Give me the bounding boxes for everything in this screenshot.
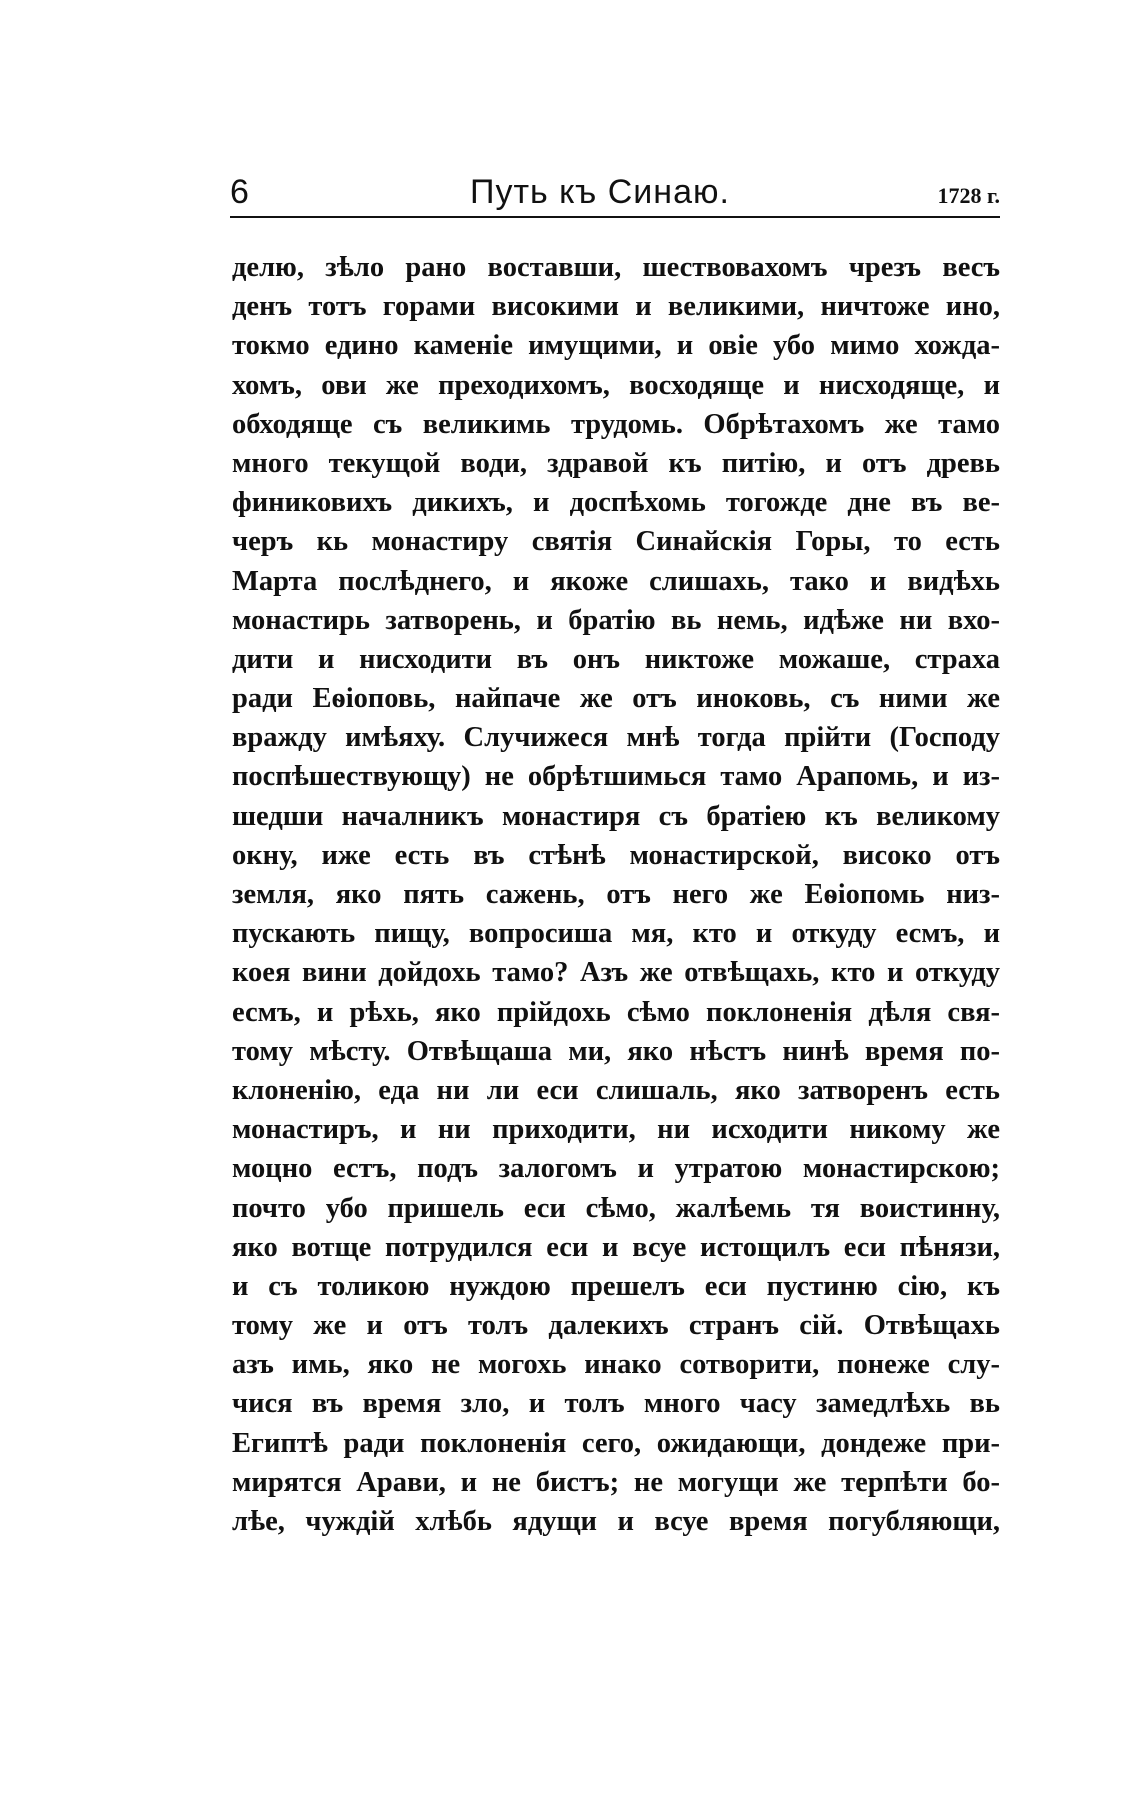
text-line: вражду имѣяху. Случижеся мнѣ тогда прійти (Господу: [232, 722, 1000, 754]
text-line: мирятся Арави, и не бистъ; не могущи же терпѣти бо-: [232, 1466, 1000, 1498]
text-line: азъ имь, яко не могохь инако сотворити, понеже слу-: [232, 1349, 1000, 1381]
text-line: тому мѣсту. Отвѣщаша ми, яко нѣстъ нинѣ время по-: [232, 1035, 1000, 1067]
text-line: коея вини дойдохь тамо? Азъ же отвѣщахь, кто и откуду: [232, 957, 1000, 989]
text-line: много текущой води, здравой къ питію, и отъ древь: [232, 447, 1000, 479]
page-header: [230, 170, 1000, 214]
text-line: Марта послѣднего, и якоже слишахь, тако и видѣхь: [232, 565, 1000, 597]
page-number: 6: [230, 173, 249, 211]
text-line: пускають пищу, вопросиша мя, кто и откуду есмъ, и: [232, 918, 1000, 950]
text-line: монастиръ, и ни приходити, ни исходити никому же: [232, 1114, 1000, 1146]
text-line: лѣе, чуждій хлѣбь ядущи и всуе время погубляющи,: [232, 1506, 1000, 1537]
text-line: моцно естъ, подъ залогомъ и утратою монастирскою;: [232, 1153, 1000, 1185]
text-line: делю, зѣло рано воставши, шествовахомъ чрезъ весъ: [232, 252, 1000, 283]
text-line: ради Еѳіоповь, найпаче же отъ иноковь, съ ними же: [232, 683, 1000, 715]
text-line: обходяще съ великимь трудомь. Обрѣтахомъ же тамо: [232, 408, 1000, 440]
text-line: почто убо пришель еси сѣмо, жалѣемь тя воистинну,: [232, 1192, 1000, 1224]
text-line: тому же и отъ толъ далекихъ странъ сій. Отвѣщахь: [232, 1310, 1000, 1342]
text-line: финиковихъ дикихъ, и доспѣхомь тогожде дне въ ве-: [232, 487, 1000, 519]
text-line: клоненію, еда ни ли еси слишаль, яко затворенъ есть: [232, 1074, 1000, 1106]
text-line: поспѣшествующу) не обрѣтшимься тамо Арапомь, и из-: [232, 761, 1000, 793]
text-line: есмъ, и рѣхь, яко прійдохь сѣмо поклоненія дѣля свя-: [232, 996, 1000, 1028]
text-line: яко вотще потрудился еси и всуе истощилъ еси пѣнязи,: [232, 1231, 1000, 1263]
text-line: хомъ, ови же преходихомъ, восходяще и нисходяще, и: [232, 369, 1000, 401]
text-line: денъ тотъ горами високими и великими, ничтоже ино,: [232, 291, 1000, 323]
text-line: чися въ время зло, и толъ много часу замедлѣхь вь: [232, 1388, 1000, 1420]
text-line: черъ кь монастиру святія Синайскія Горы, то есть: [232, 526, 1000, 558]
body-text: [232, 248, 1000, 1541]
header-rule: [230, 216, 1000, 218]
text-line: земля, яко пять сажень, отъ него же Еѳіопомь низ-: [232, 879, 1000, 910]
running-title: Путь къ Синаю.: [470, 173, 730, 211]
text-line: монастирь затворень, и братію вь немь, идѣже ни вхо-: [232, 604, 1000, 636]
text-line: окну, иже есть въ стѣнѣ монастирской, високо отъ: [232, 839, 1000, 871]
text-line: и съ толикою нуждою прешелъ еси пустиню сію, къ: [232, 1270, 1000, 1302]
text-line: дити и нисходити въ онъ никтоже можаше, страха: [232, 643, 1000, 675]
year-label: 1728 г.: [937, 183, 1000, 208]
text-line: токмо едино каменіе имущими, и овіе убо мимо хожда-: [232, 330, 1000, 362]
text-line: Египтѣ ради поклоненія сего, ожидающи, дондеже при-: [232, 1427, 1000, 1459]
text-line: шедши началникъ монастиря съ братіею къ великому: [232, 800, 1000, 832]
